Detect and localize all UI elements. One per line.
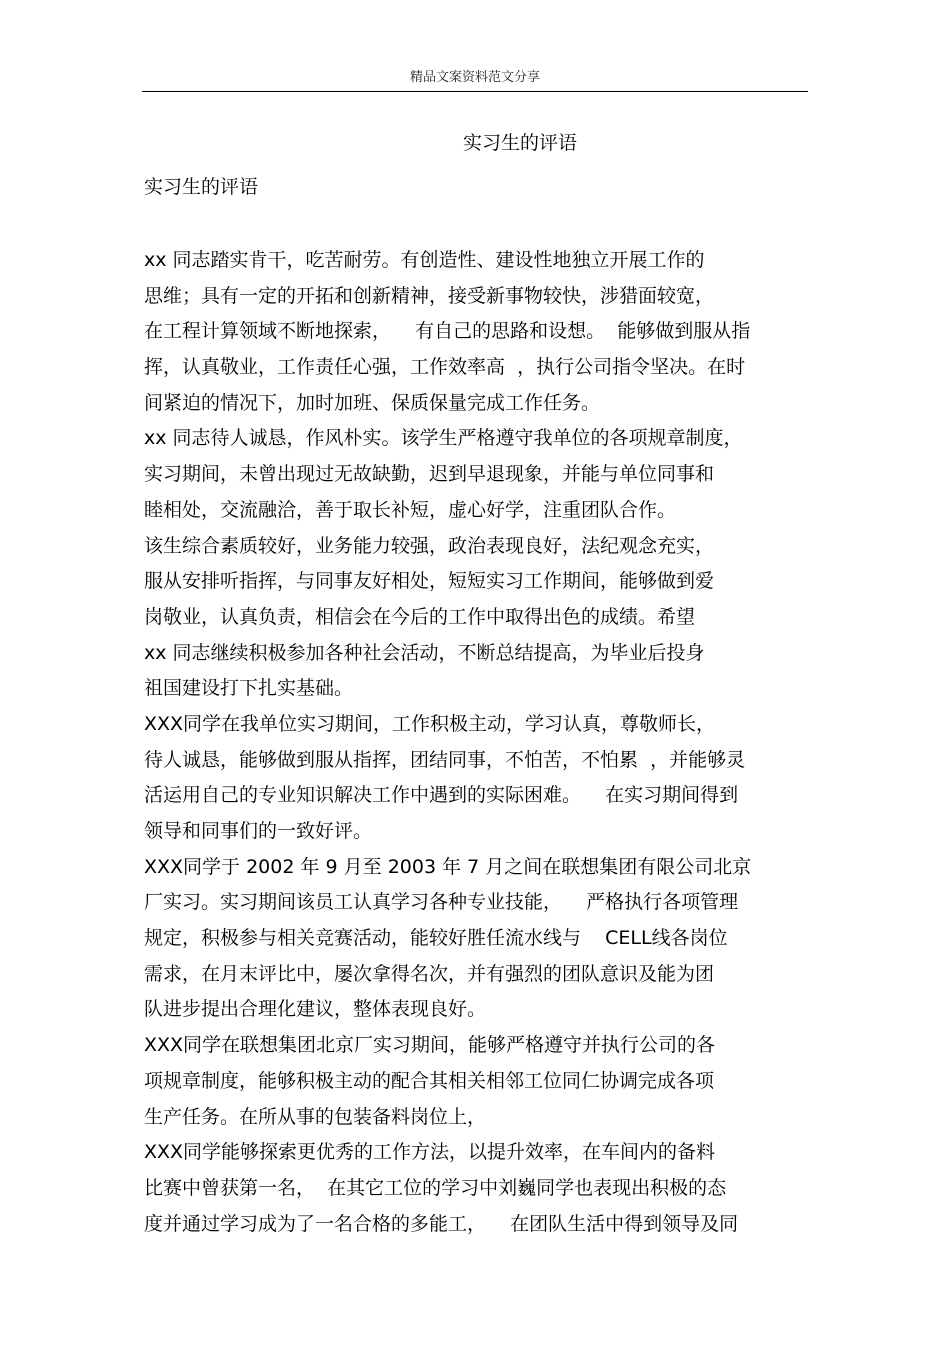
body-line: 间紧迫的情况下，加时加班、保质保量完成工作任务。 [144, 391, 601, 414]
header-divider [142, 91, 808, 92]
body-line: 岗敬业，认真负责，相信会在今后的工作中取得出色的成绩。希望 [144, 605, 696, 628]
body-line: XXX同学于 2002 年 9 月至 2003 年 7 月之间在联想集团有限公司北京 [144, 855, 752, 878]
body-line: 服从安排听指挥，与同事友好相处，短短实习工作期间，能够做到爱 [144, 570, 715, 593]
body-line: xx 同志踏实肯干，吃苦耐劳。有创造性、建设性地独立开展工作的 [144, 249, 705, 271]
body-line: 祖国建设打下扎实基础。 [144, 677, 354, 700]
body-line: 度并通过学习成为了一名合格的多能工， 在团队生活中得到领导及同 [144, 1212, 739, 1235]
body-line: 思维；具有一定的开拓和创新精神，接受新事物较快，涉猎面较宽， [144, 284, 715, 307]
body-line: 队进步提出合理化建议，整体表现良好。 [144, 998, 487, 1021]
document-body [144, 243, 824, 1242]
body-line: 厂实习。实习期间该员工认真学习各种专业技能， 严格执行各项管理 [144, 891, 739, 914]
body-line: 活运用自己的专业知识解决工作中遇到的实际困难。 在实习期间得到 [144, 784, 739, 807]
page-header: 精品文案资料范文分享 [409, 70, 540, 85]
body-line: 生产任务。在所从事的包装备料岗位上， [144, 1105, 487, 1128]
body-line: 需求，在月末评比中，屡次拿得名次，并有强烈的团队意识及能为团 [144, 962, 715, 985]
body-line: 在工程计算领域不断地探索， 有自己的思路和设想。 能够做到服从指 [144, 320, 751, 343]
body-line: 规定，积极参与相关竞赛活动，能较好胜任流水线与 CELL线各岗位 [144, 927, 728, 950]
body-line: 睦相处，交流融洽，善于取长补短，虚心好学，注重团队合作。 [144, 498, 677, 521]
document-title: 实习生的评语 [462, 132, 577, 154]
body-line: 项规章制度，能够积极主动的配合其相关相邻工位同仁协调完成各项 [144, 1069, 715, 1092]
body-line: 该生综合素质较好，业务能力较强，政治表现良好，法纪观念充实， [144, 534, 715, 557]
body-line: 挥，认真敬业，工作责任心强，工作效率高 ，执行公司指令坚决。在时 [144, 356, 746, 379]
body-line: 领导和同事们的一致好评。 [144, 820, 373, 842]
body-line: xx 同志继续积极参加各种社会活动，不断总结提高，为毕业后投身 [144, 641, 705, 664]
body-line: XXX同学能够探索更优秀的工作方法，以提升效率，在车间内的备料 [144, 1141, 716, 1164]
body-line: xx 同志待人诚恳，作风朴实。该学生严格遵守我单位的各项规章制度， [144, 427, 743, 450]
body-line: 实习期间，未曾出现过无故缺勤，迟到早退现象，并能与单位同事和 [144, 463, 715, 486]
body-line: 比赛中曾获第一名， 在其它工位的学习中刘巍同学也表现出积极的态 [144, 1176, 727, 1199]
body-line: 待人诚恳，能够做到服从指挥，团结同事，不怕苦，不怕累 ，并能够灵 [144, 748, 746, 771]
body-line: XXX同学在联想集团北京厂实习期间，能够严格遵守并执行公司的各 [144, 1034, 716, 1057]
body-line: XXX同学在我单位实习期间，工作积极主动，学习认真，尊敬师长， [144, 712, 716, 735]
document-subtitle: 实习生的评语 [144, 176, 259, 198]
